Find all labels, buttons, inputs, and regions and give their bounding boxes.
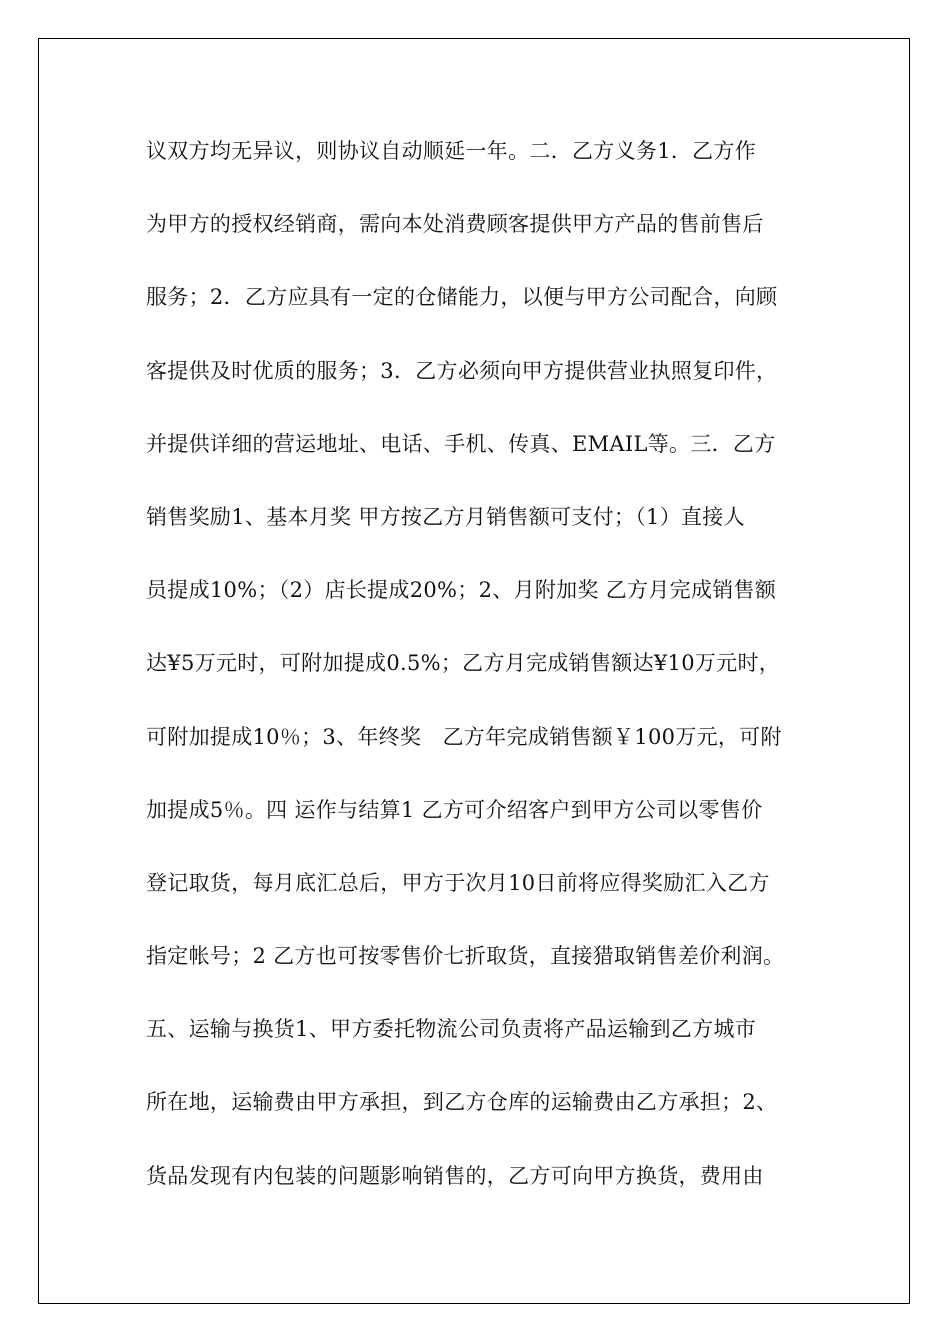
text-line-5: 并提供详细的营运地址、电话、手机、传真、EMAIL等。三．乙方 xyxy=(146,431,776,456)
document-body xyxy=(146,136,816,1234)
text-line-15: 货品发现有内包装的问题影响销售的，乙方可向甲方换货，费用由 xyxy=(146,1163,764,1188)
text-line-3: 服务；2．乙方应具有一定的仓储能力，以便与甲方公司配合，向顾 xyxy=(146,285,778,310)
text-line-9: 可附加提成10％；3、年终奖 乙方年完成销售额￥100万元，可附 xyxy=(146,724,782,749)
text-line-10: 加提成5％。四 运作与结算1 乙方可介绍客户到甲方公司以零售价 xyxy=(146,797,763,822)
text-line-4: 客提供及时优质的服务；3．乙方必须向甲方提供营业执照复印件， xyxy=(146,358,778,383)
text-line-6: 销售奖励1、基本月奖 甲方按乙方月销售额可支付；（1）直接人 xyxy=(146,504,745,529)
text-line-7: 员提成10%；（2）店长提成20%；2、月附加奖 乙方月完成销售额 xyxy=(146,578,777,603)
text-line-12: 指定帐号；2 乙方也可按零售价七折取货，直接猎取销售差价利润。 xyxy=(146,944,785,969)
text-line-13: 五、运输与换货1、甲方委托物流公司负责将产品运输到乙方城市 xyxy=(146,1017,757,1042)
text-line-2: 为甲方的授权经销商，需向本处消费顾客提供甲方产品的售前售后 xyxy=(146,212,764,237)
text-line-11: 登记取货，每月底汇总后，甲方于次月10日前将应得奖励汇入乙方 xyxy=(146,870,770,895)
text-line-14: 所在地，运输费由甲方承担，到乙方仓库的运输费由乙方承担；2、 xyxy=(146,1090,778,1115)
text-line-8: 达¥5万元时，可附加提成0.5%；乙方月完成销售额达¥10万元时， xyxy=(146,651,781,676)
text-line-1: 议双方均无异议，则协议自动顺延一年。二．乙方义务1．乙方作 xyxy=(146,139,757,163)
